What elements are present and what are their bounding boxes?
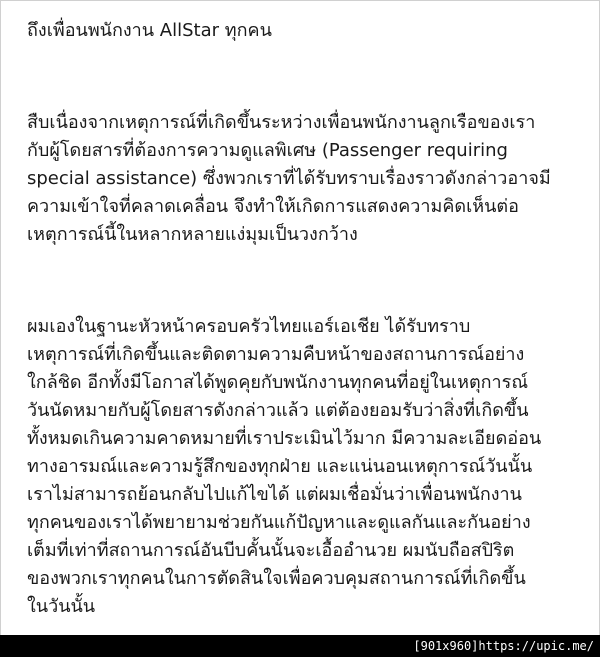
paragraph-line: ทุกคนของเราได้พยายามช่วยกันแก้ปัญหาและดูแลกันและกันอย่าง xyxy=(27,512,531,533)
paragraph-2 xyxy=(27,313,579,621)
paragraph-line: ทางอารมณ์และความรู้สึกของทุกฝ่าย และแน่นอนเหตุการณ์วันนั้น xyxy=(27,456,533,477)
greeting-line: ถึงเพื่อนพนักงาน AllStar ทุกคน xyxy=(27,20,272,41)
paragraph-line: สืบเนื่องจากเหตุการณ์ที่เกิดขึ้นระหว่างเพื่อนพนักงานลูกเรือของเรา xyxy=(27,112,536,133)
paragraph-line: เหตุการณ์นี้ในหลากหลายแง่มุมเป็นวงกว้าง xyxy=(27,224,358,245)
paragraph-line: วันนัดหมายกับผู้โดยสารดังกล่าวแล้ว แต่ต้องยอมรับว่าสิ่งที่เกิดขึ้น xyxy=(27,400,529,421)
paragraph-line: ในวันนั้น xyxy=(27,596,96,617)
document-body xyxy=(27,17,579,621)
paragraph-line: ของพวกเราทุกคนในการตัดสินใจเพื่อควบคุมสถานการณ์ที่เกิดขึ้น xyxy=(27,568,526,589)
paragraph-1 xyxy=(27,109,579,249)
paragraph-line: เหตุการณ์ที่เกิดขึ้นและติดตามความคืบหน้าของสถานการณ์อย่าง xyxy=(27,344,525,365)
watermark-text: [901x960]https://upic.me/ xyxy=(413,639,594,653)
paragraph-line: กับผู้โดยสารที่ต้องการความดูแลพิเศษ (Passenger requiring xyxy=(27,140,508,161)
paragraph-line: ความเข้าใจที่คลาดเคลื่อน จึงทำให้เกิดการแสดงความคิดเห็นต่อ xyxy=(27,196,519,217)
paragraph-line: ใกล้ชิด อีกทั้งมีโอกาสได้พูดคุยกับพนักงานทุกคนที่อยู่ในเหตุการณ์ xyxy=(27,372,529,393)
paragraph-line: เต็มที่เท่าที่สถานการณ์อันบีบคั้นนั้นจะเอื้ออำนวย ผมนับถือสปิริต xyxy=(27,540,515,561)
watermark-bar xyxy=(0,635,600,657)
paragraph-line: เราไม่สามารถย้อนกลับไปแก้ไขได้ แต่ผมเชื่อมั่นว่าเพื่อนพนักงาน xyxy=(27,484,522,505)
paragraph-line: ผมเองในฐานะหัวหน้าครอบครัวไทยแอร์เอเชีย ได้รับทราบ xyxy=(27,316,471,337)
paragraph-line: ทั้งหมดเกินความคาดหมายที่เราประเมินไว้มาก มีความละเอียดอ่อน xyxy=(27,428,542,449)
paragraph-line: special assistance) ซึ่งพวกเราที่ได้รับทราบเรื่องราวดังกล่าวอาจมี xyxy=(27,168,551,189)
